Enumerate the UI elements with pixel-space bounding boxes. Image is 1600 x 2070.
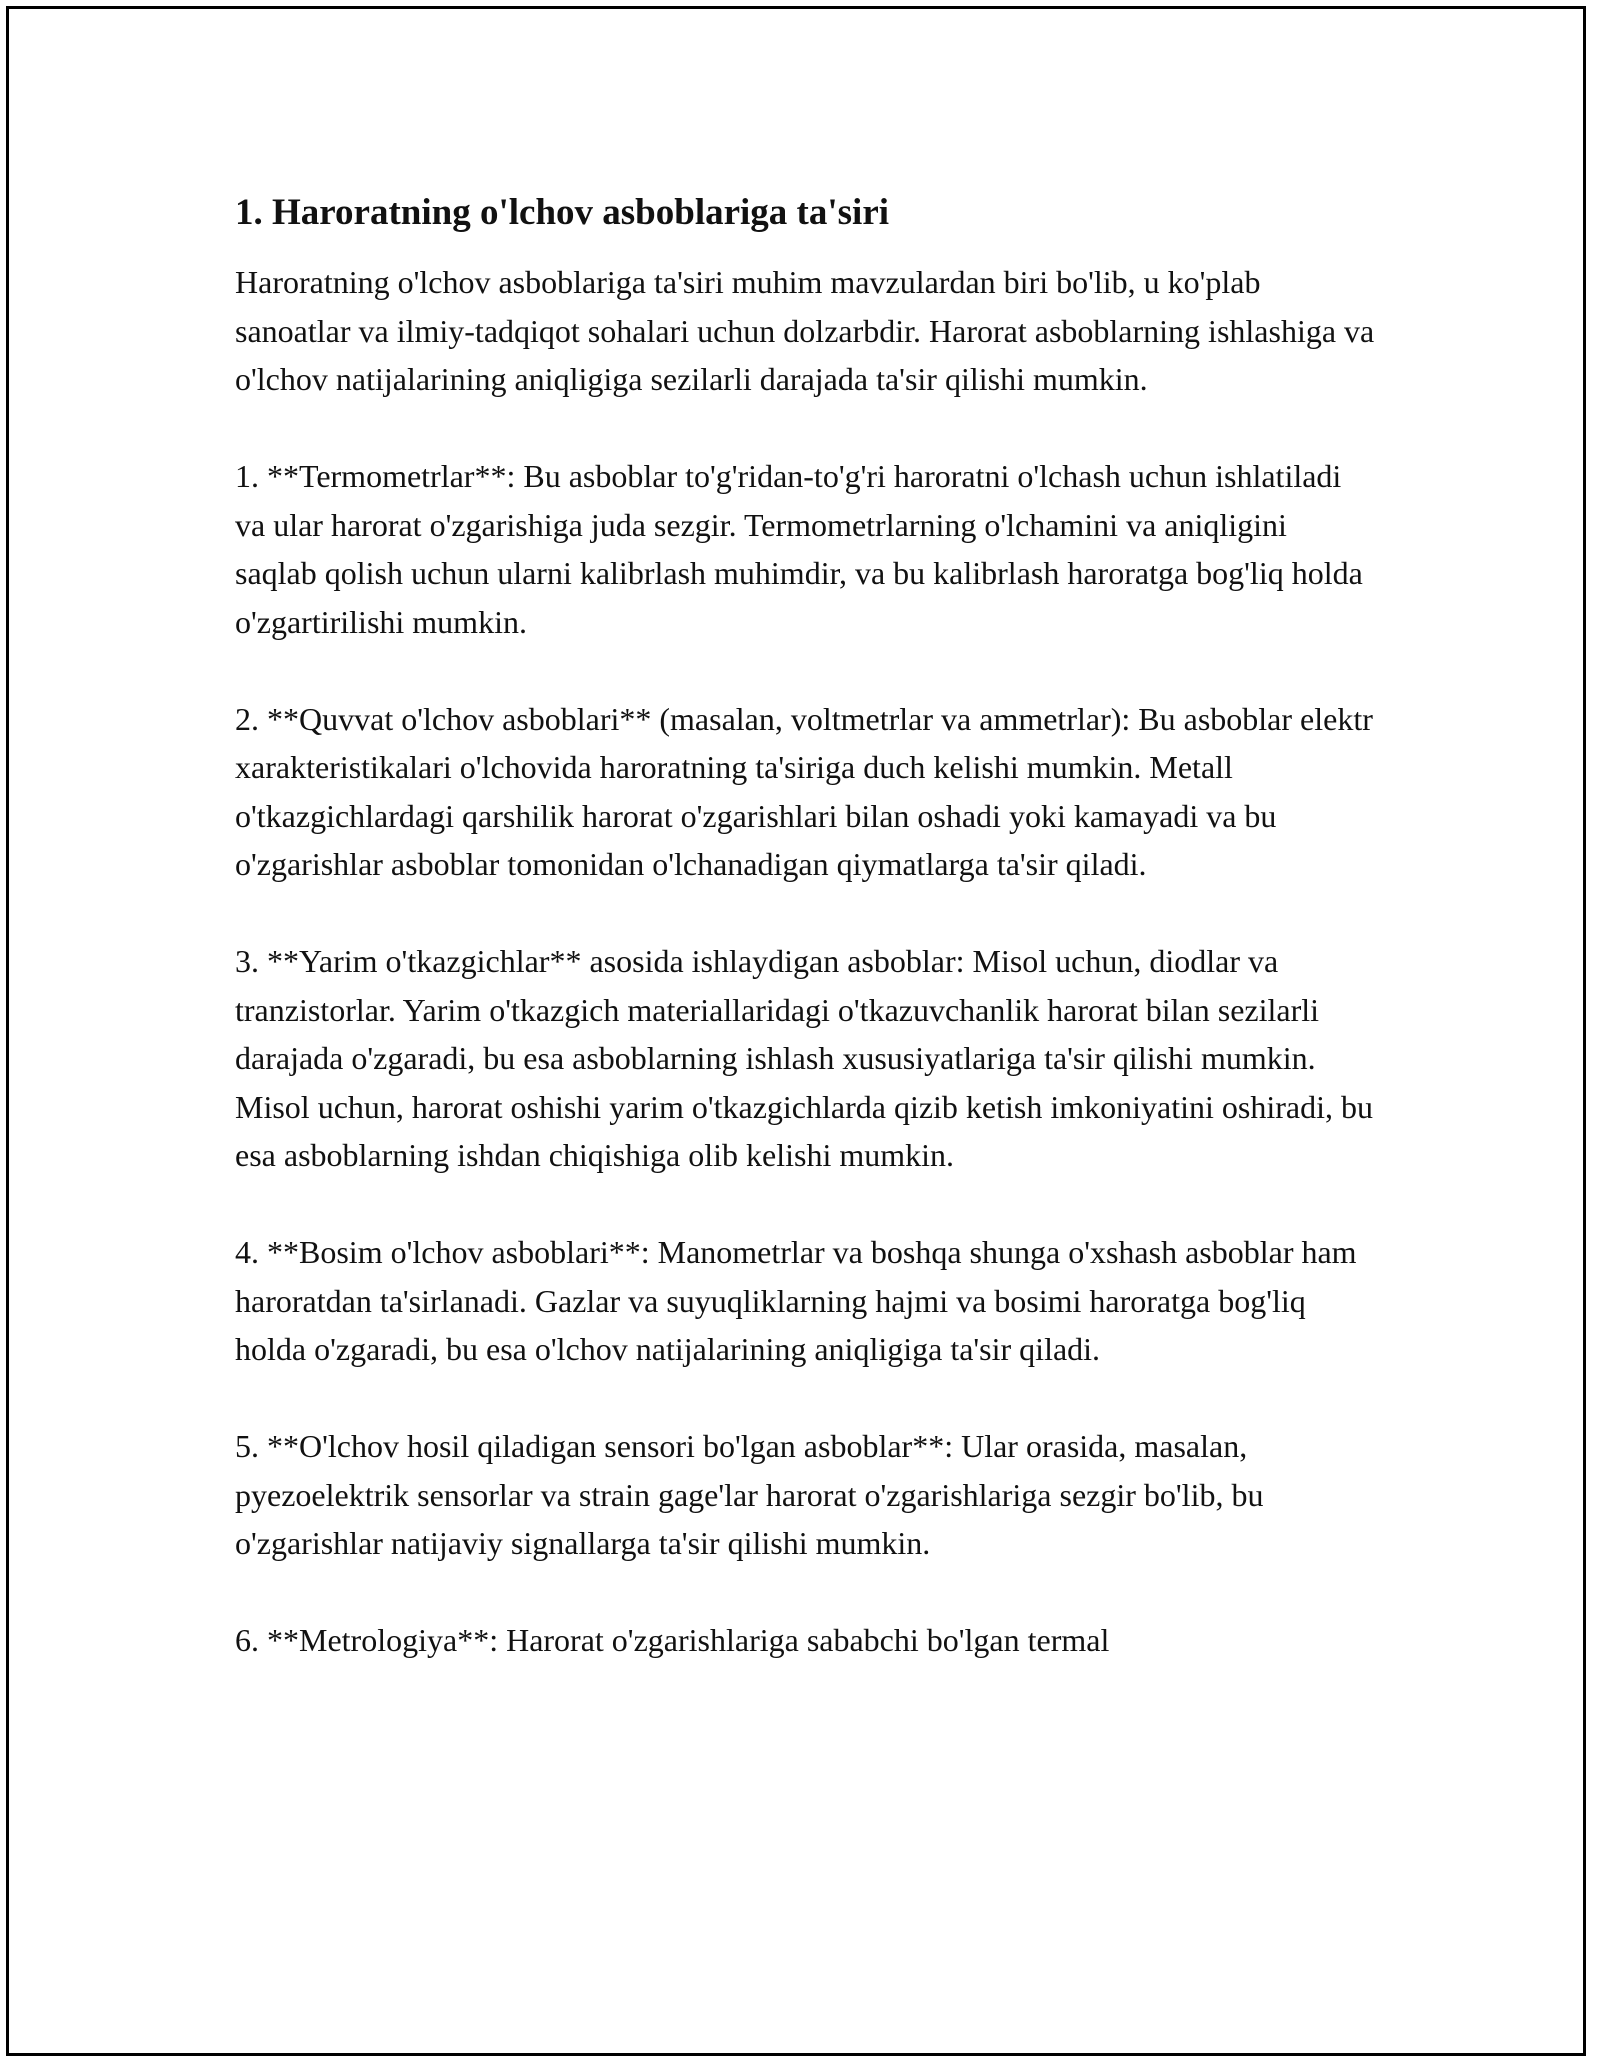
list-item-quvvat: 2. **Quvvat o'lchov asboblari** (masalan, voltmetrlar va ammetrlar): Bu asboblar elektr xarakteristikalari o'lchovida haroratning ta'siriga duch kelishi mumkin. Metall o'tkazgichlardagi qarshilik harorat o'zgarishlari bilan oshadi yoki kamayadi va bu o'zgarishlar asboblar tomonidan o'lchanadigan qiymatlarga ta'sir qiladi. [235, 700, 1373, 882]
list-item-sensorlar: 5. **O'lchov hosil qiladigan sensori bo'lgan asboblar**: Ular orasida, masalan, pyezoelektrik sensorlar va strain gage'lar harorat o'zgarishlariga sezgir bo'lib, bu o'zgarishlar natijaviy signallarga ta'sir qilishi mumkin. [235, 1428, 1264, 1561]
list-item-termometrlar: 1. **Termometrlar**: Bu asboblar to'g'ridan-to'g'ri haroratni o'lchash uchun ishlatiladi va ular harorat o'zgarishiga juda sezgir. Termometrlarning o'lchamini va aniqligini saqlab qolish uchun ularni kalibrlash muhimdir, va bu kalibrlash haroratga bog'liq holda o'zgartirilishi mumkin. [235, 458, 1363, 640]
document-body [235, 188, 1375, 1713]
section-heading: 1. Haroratning o'lchov asboblariga ta'siri [235, 192, 890, 233]
list-item-metrologiya: 6. **Metrologiya**: Harorat o'zgarishlariga sababchi bo'lgan termal [235, 1622, 1110, 1658]
list-item-bosim: 4. **Bosim o'lchov asboblari**: Manometrlar va boshqa shunga o'xshash asboblar ham haroratdan ta'sirlanadi. Gazlar va suyuqliklarning hajmi va bosimi haroratga bog'liq holda o'zgaradi, bu esa o'lchov natijalarining aniqligiga ta'sir qiladi. [235, 1234, 1357, 1367]
intro-paragraph: Haroratning o'lchov asboblariga ta'siri muhim mavzulardan biri bo'lib, u ko'plab sanoatlar va ilmiy-tadqiqot sohalari uchun dolzarbdir. Harorat asboblarning ishlashiga va o'lchov natijalarining aniqligiga sezilarli darajada ta'sir qilishi mumkin. [235, 264, 1375, 397]
list-item-yarim-otkazgichlar: 3. **Yarim o'tkazgichlar** asosida ishlaydigan asboblar: Misol uchun, diodlar va tranzistorlar. Yarim o'tkazgich materiallaridagi o'tkazuvchanlik harorat bilan sezilarli darajada o'zgaradi, bu esa asboblarning ishlash xususiyatlariga ta'sir qilishi mumkin. Misol uchun, harorat oshishi yarim o'tkazgichlarda qizib ketish imkoniyatini oshiradi, bu esa asboblarning ishdan chiqishiga olib kelishi mumkin. [235, 943, 1373, 1173]
